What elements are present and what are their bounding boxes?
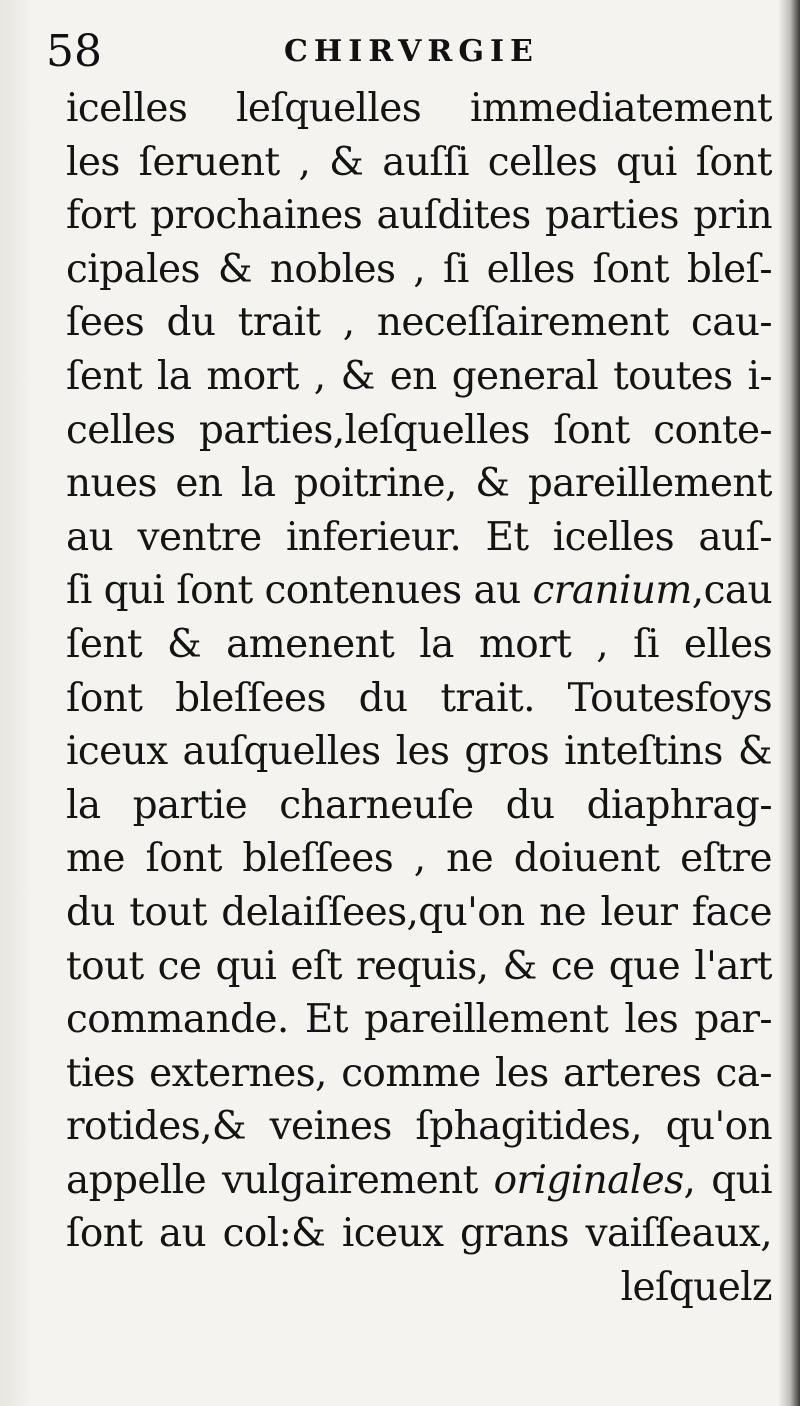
text-line	[66, 404, 772, 458]
text-segment: ,cau	[691, 568, 772, 614]
text-segment: , qui	[683, 1157, 772, 1203]
italic-term: originales	[493, 1157, 684, 1203]
text-line	[66, 82, 772, 136]
text-line	[66, 1261, 772, 1315]
text-line	[66, 886, 772, 940]
text-segment: leſquelz	[620, 1265, 772, 1311]
text-line	[66, 779, 772, 833]
text-line	[66, 564, 772, 618]
text-segment: rotides,& veines ſphagitides, qu'on	[66, 1104, 772, 1150]
text-segment: fort prochaines auſdites parties prin	[66, 193, 772, 239]
text-line	[66, 1207, 772, 1261]
text-segment: tout ce qui eſt requis, & ce que l'art	[66, 943, 772, 989]
text-line	[66, 672, 772, 726]
text-line	[66, 511, 772, 565]
text-line	[66, 618, 772, 672]
text-line	[66, 993, 772, 1047]
text-line	[66, 296, 772, 350]
text-line	[66, 1154, 772, 1208]
text-line	[66, 350, 772, 404]
text-line	[66, 725, 772, 779]
text-segment: appelle vulgairement	[66, 1157, 494, 1203]
text-line	[66, 1100, 772, 1154]
folio-number: 58	[46, 26, 102, 77]
text-segment: cipales & nobles , ſi elles ſont bleſ-	[66, 246, 772, 292]
text-segment: iceux auſquelles les gros inteſtins &	[66, 729, 772, 775]
running-head: CHIRVRGIE	[284, 34, 539, 69]
text-segment: les ſeruent , & auſſi celles qui ſont	[66, 139, 772, 185]
text-segment: au ventre inferieur. Et icelles auſ-	[66, 514, 772, 560]
text-segment: la partie charneuſe du diaphrag-	[66, 782, 772, 828]
italic-term: cranium	[532, 568, 692, 614]
text-segment: icelles leſquelles immediatement	[66, 86, 772, 131]
text-segment: nues en la poitrine, & pareillement	[66, 461, 772, 507]
text-segment: ſent la mort , & en general toutes i-	[66, 353, 772, 399]
body-text	[66, 82, 772, 1315]
page-header	[46, 22, 766, 82]
text-segment: du tout delaiſſees,qu'on ne leur face	[66, 889, 772, 935]
text-segment: ſi qui ſont contenues au	[66, 568, 533, 614]
left-margin-bleed	[0, 0, 34, 1406]
text-line	[66, 457, 772, 511]
text-segment: ſont bleſſees du trait. Toutesfoys	[66, 675, 772, 721]
text-segment: celles parties,leſquelles ſont conte-	[66, 407, 772, 453]
text-segment: ſees du trait , neceſſairement cau-	[66, 300, 772, 346]
text-segment: ſont au col:& iceux grans vaiſſeaux,	[66, 1211, 772, 1257]
text-line	[66, 1047, 772, 1101]
text-segment: ties externes, comme les arteres ca-	[66, 1050, 772, 1096]
text-segment: ſent & amenent la mort , ſi elles	[66, 621, 772, 667]
text-line	[66, 136, 772, 190]
text-line	[66, 940, 772, 994]
text-segment: me ſont bleſſees , ne doiuent eſtre	[66, 836, 772, 882]
text-segment: commande. Et pareillement les par-	[66, 997, 772, 1043]
binding-gutter	[778, 0, 800, 1406]
text-line	[66, 189, 772, 243]
text-line	[66, 832, 772, 886]
text-line	[66, 243, 772, 297]
